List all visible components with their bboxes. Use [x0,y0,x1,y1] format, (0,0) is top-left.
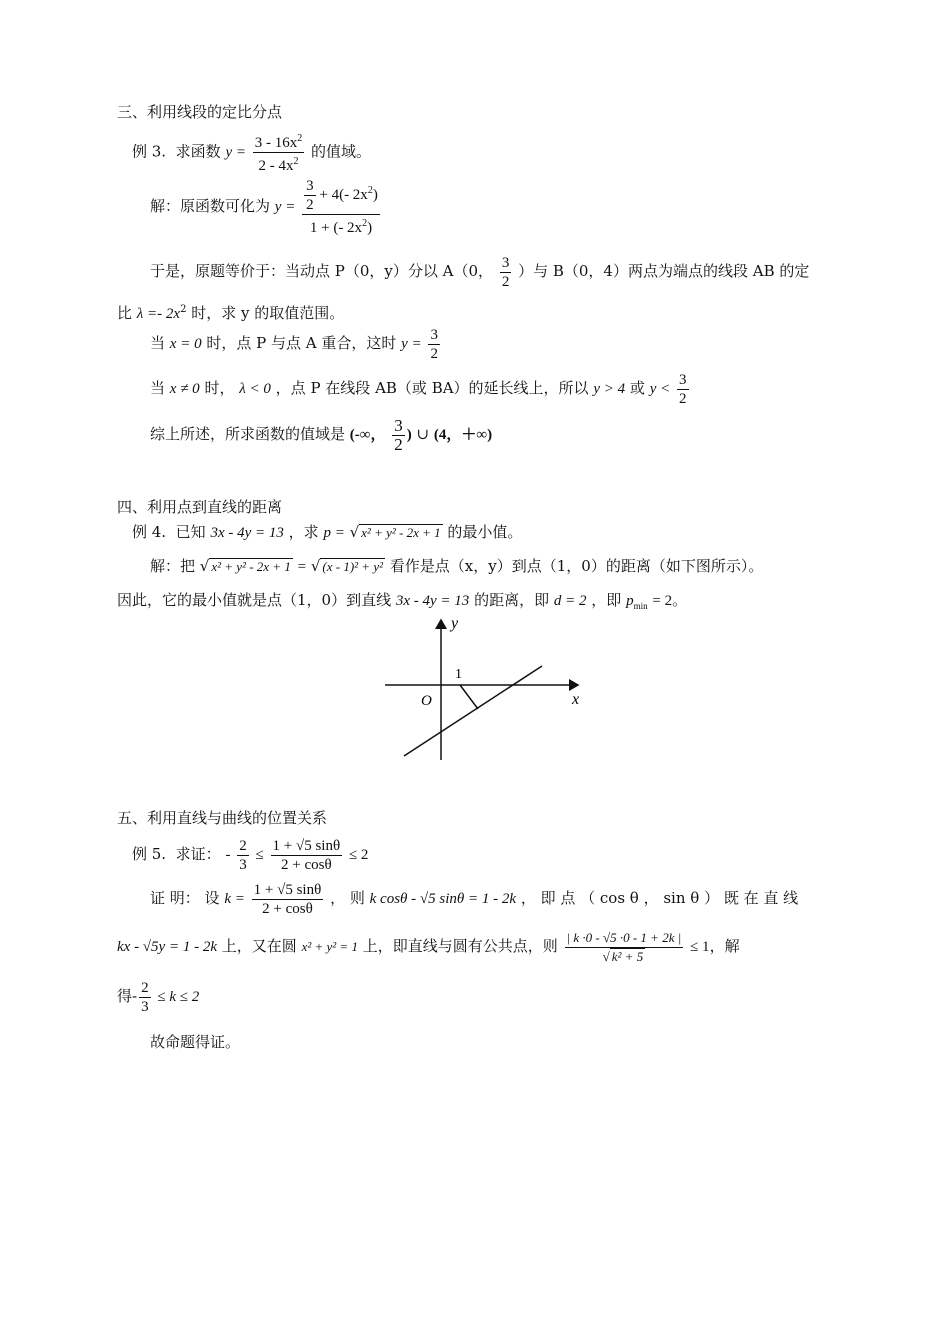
origin-label: O [421,693,432,709]
section-heading: 三、利用线段的定比分点 [117,103,283,121]
example-3-solution-rewrite: 解：原函数可化为 y = $\frac{3}{2}$ + 4(- $2x^2$) 1 + (- $2x^2$) [150,178,378,236]
section-heading: 四、利用点到直线的距离 [117,498,283,516]
example-3-statement: 例 3. 求函数 y = $\frac{3 - 16x^2}{2 - 4x^2}$ 的值域。 [132,130,371,175]
example-3-lambda-line: 比 $\lambda =- 2x^2$ 时，求 y 的取值范围。 [117,304,345,322]
distance-figure [380,612,590,764]
example-4-statement: 例 4. 已知 3x - 4y = 13 ，求 p = √ x² + y² - 2x + 1 的最小值。 [132,523,523,541]
example-4-solution: 解：把 √ x² + y² - 2x + 1 = √ (x - 1)² + y² 看作是点（x，y）到点（1，0）的距离（如下图所示）。 [150,557,764,575]
example-label: 例 4. [132,523,167,541]
example-3-summary: 综上所述，所求函数的值域是 (-∞， $\frac{3}{2}$ ) ∪ (4，＋∞) [150,415,493,454]
perpendicular-segment [460,685,478,709]
line-3x-4y-13 [404,666,542,756]
example-5-statement: 例 5. 求证： - $\frac{2}{3}$ ≤ $\frac{1 + √5 \sin\theta}{2 + \cos\theta}$ ≤ 2 [132,837,369,873]
point-1-label: 1 [455,667,462,682]
y-axis-label: y [451,615,459,632]
section-heading: 五、利用直线与曲线的位置关系 [117,809,328,827]
x-axis-label: x [572,691,580,708]
example-label: 例 5. [132,845,167,863]
example-5-conclusion: 故命题得证。 [150,1033,241,1051]
example-5-proof-2: kx - √5y = 1 - 2k 上，又在圆 x² + y² = 1 上，即直线与圆有公共点，则 $\frac{| k \cdot 0 - √5 \cdot 0 - 1 + 2k |}{\text{√ k² + 5}}$ ≤ 1，解 [117,929,740,964]
example-3-equivalence: 于是，原题等价于：当动点 P（0，y）分以 A（0， $\frac{3}{2}$ ）与 B（0，4）两点为端点的线段 AB 的定 [150,254,810,290]
example-5-result: 得- $\frac{2}{3}$ ≤ k ≤ 2 [117,979,200,1015]
example-3-case-1: 当 x = 0 时，点 P 与点 A 重合，这时 y = $\frac{3}{2}$ [150,326,438,362]
example-label: 例 3. [132,142,167,161]
example-5-proof-1: 证 明： 设 k = $\frac{1 + √5 \sin\theta}{2 + \cos\theta}$ ， 则 k cosθ - √5 sinθ = 1 - 2k ， 即 点 （ cos θ ， sin θ ） 既 在 直 线 [150,881,799,917]
example-3-case-2: 当 x ≠ 0 时， λ < 0 ，点 P 在线段 AB（或 BA）的延长线上，所以 y > 4 或 y < $\frac{3}{2}$ [150,371,687,407]
example-4-conclusion: 因此，它的最小值就是点（1，0）到直线 3x - 4y = 13 的距离，即 d = 2 ，即 $p_{min} = 2$。 [117,591,688,611]
